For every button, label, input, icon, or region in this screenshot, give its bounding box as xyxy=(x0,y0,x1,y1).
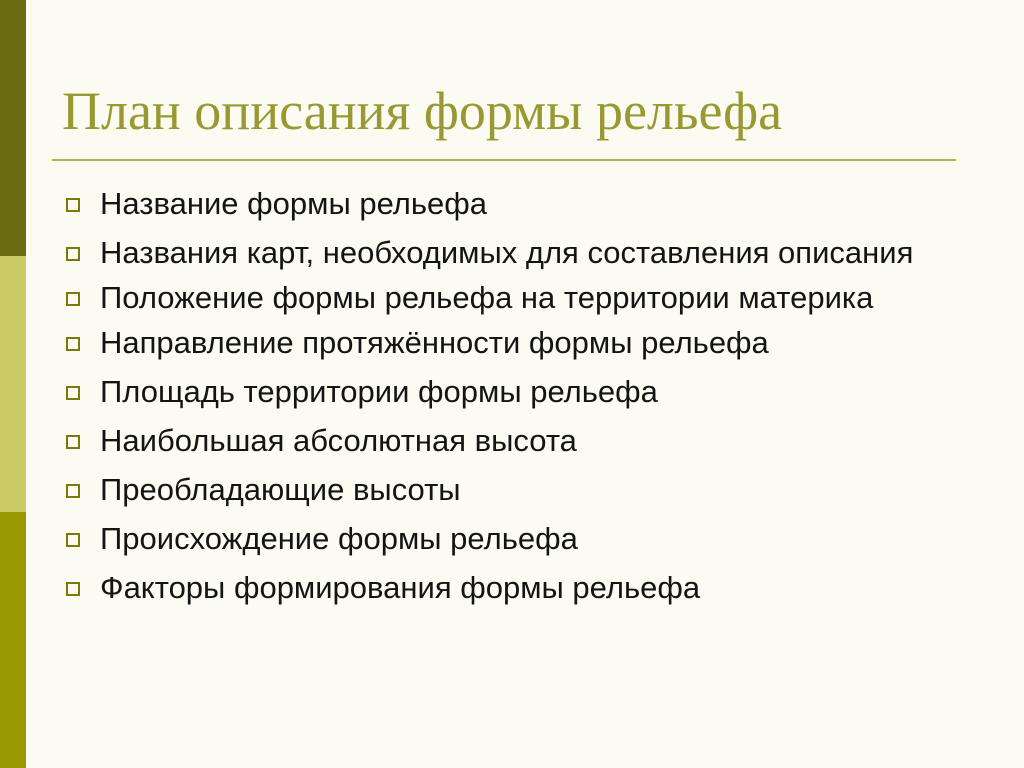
bullet-square-icon xyxy=(66,533,80,547)
list-item xyxy=(66,372,962,412)
list-item-text: Направление протяжённости формы рельефа xyxy=(100,325,769,360)
bullet-list xyxy=(66,184,962,617)
bullet-square-icon xyxy=(66,582,80,596)
list-item xyxy=(66,233,962,272)
bullet-square-icon xyxy=(66,247,80,261)
left-band-middle xyxy=(0,256,26,512)
list-item-text: Название формы рельефа xyxy=(100,186,488,221)
list-item xyxy=(66,323,962,363)
left-band-top xyxy=(0,0,26,256)
list-item-text: Преобладающие высоты xyxy=(100,472,461,507)
slide-title: План описания формы рельефа xyxy=(62,81,783,141)
list-item xyxy=(66,568,962,608)
list-item-text: Площадь территории формы рельефа xyxy=(100,374,658,409)
list-item xyxy=(66,470,962,510)
list-item-text: Наибольшая абсолютная высота xyxy=(100,423,577,458)
list-item xyxy=(66,519,962,559)
bullet-square-icon xyxy=(66,386,80,400)
list-item xyxy=(66,278,962,317)
list-item xyxy=(66,421,962,461)
bullet-square-icon xyxy=(66,292,80,306)
list-item-text: Положение формы рельефа на территории материка xyxy=(100,280,874,315)
list-item xyxy=(66,184,962,224)
list-item-text: Факторы формирования формы рельефа xyxy=(100,570,701,605)
left-band-bottom xyxy=(0,512,26,768)
bullet-square-icon xyxy=(66,435,80,449)
title-underline xyxy=(52,159,956,161)
bullet-square-icon xyxy=(66,337,80,351)
list-item-text: Названия карт, необходимых для составления описания xyxy=(100,235,914,270)
bullet-square-icon xyxy=(66,484,80,498)
bullet-square-icon xyxy=(66,198,80,212)
list-item-text: Происхождение формы рельефа xyxy=(100,521,578,556)
